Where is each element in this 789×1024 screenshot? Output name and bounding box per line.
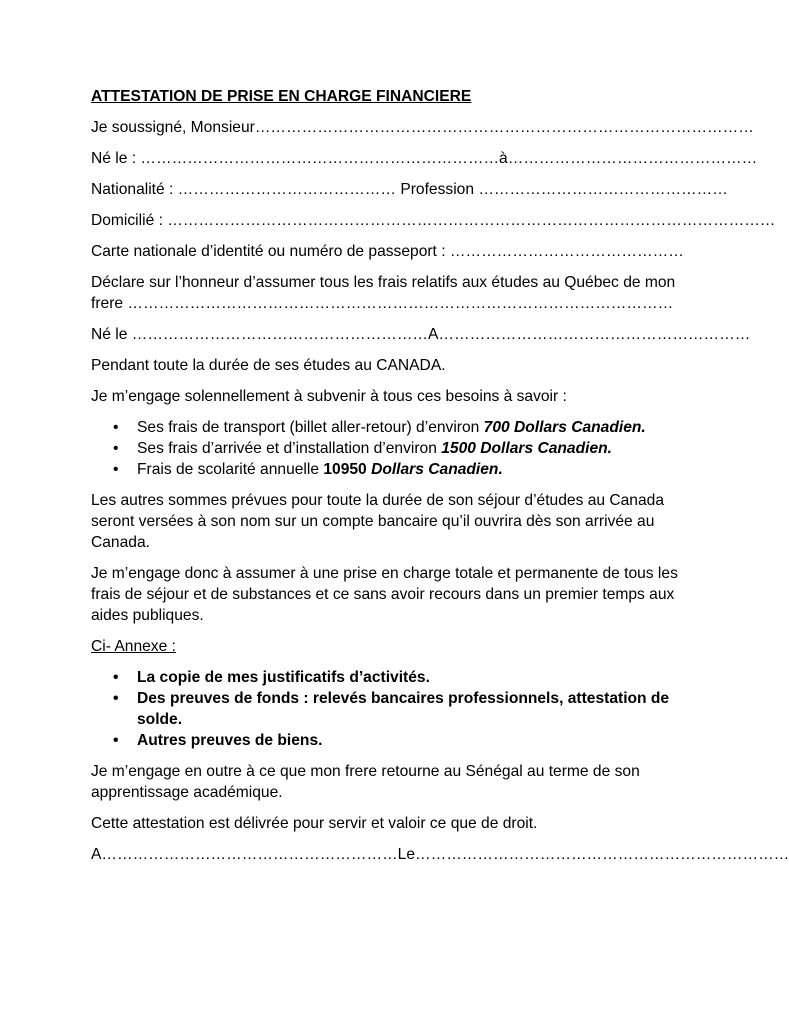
line-ne-le-frere: Né le …………………………………………………A…………………………………………………… (91, 326, 751, 343)
list-item (91, 459, 681, 480)
paragraph-delivree: Cette attestation est délivrée pour servir et valoir ce que de droit. (91, 815, 538, 832)
expense-amount: Dollars Canadien. (371, 461, 503, 478)
annexe-item: Autres preuves de biens. (137, 732, 323, 749)
paragraph-autres-sommes: Les autres sommes prévues pour toute la durée de son séjour d’études au Canada seront versées à son nom sur un compte bancaire qu’il ouvrira dès son arrivée au Canada. (91, 492, 664, 551)
line-nationalite-profession: Nationalité : …………………………………… Profession ………………………………………… (91, 181, 728, 198)
list-item (91, 688, 681, 730)
list-item (91, 667, 681, 688)
list-item (91, 730, 681, 751)
expense-text: Ses frais d’arrivée et d’installation d’environ (137, 440, 442, 457)
annexe-item: Des preuves de fonds : relevés bancaires professionnels, attestation de solde. (137, 690, 670, 728)
annexe-item: La copie de mes justificatifs d’activités. (137, 669, 430, 686)
expense-text: Ses frais de transport (billet aller-retour) d’environ (137, 419, 484, 436)
line-carte-identite: Carte nationale d’identité ou numéro de passeport : ……………………………………… (91, 243, 684, 260)
expense-amount-number: 10950 (323, 461, 372, 478)
bullet-icon: • (113, 419, 119, 436)
line-domicilie: Domicilié : ……………………………………………………………………………………………………… (91, 212, 776, 229)
bullet-icon: • (113, 669, 119, 686)
annexes-list (91, 667, 681, 751)
bullet-icon: • (113, 440, 119, 457)
expenses-list (91, 417, 681, 480)
annexe-label: Ci- Annexe : (91, 638, 176, 655)
bullet-icon: • (113, 732, 119, 749)
expense-amount: 1500 Dollars Canadien. (441, 440, 612, 457)
line-declare-honneur: Déclare sur l’honneur d’assumer tous les frais relatifs aux études au Québec de mon frere …………………………………………………………………………………………… (91, 274, 676, 312)
line-pendant-etudes: Pendant toute la durée de ses études au CANADA. (91, 357, 446, 374)
expense-amount: 700 Dollars Canadien. (483, 419, 646, 436)
line-engage-besoins: Je m’engage solennellement à subvenir à tous ces besoins à savoir : (91, 388, 567, 405)
signature-line: A…………………………………………………Le……………………………………………………………… (91, 846, 789, 863)
paragraph-prise-en-charge: Je m’engage donc à assumer à une prise en charge totale et permanente de tous les frais de séjour et de substances et ce sans avoir recours dans un premier temps aux aides publiques. (91, 565, 678, 624)
list-item (91, 417, 681, 438)
document-body (91, 86, 789, 875)
paragraph-retour: Je m’engage en outre à ce que mon frere retourne au Sénégal au terme de son apprentissage académique. (91, 763, 640, 801)
bullet-icon: • (113, 690, 119, 707)
list-item (91, 438, 681, 459)
expense-text: Frais de scolarité annuelle (137, 461, 324, 478)
line-ne-le: Né le : ……………………………………………………………à………………………………………… (91, 150, 758, 167)
line-soussigne: Je soussigné, Monsieur…………………………………………………………………………………… (91, 119, 754, 136)
bullet-icon: • (113, 461, 119, 478)
document-title: ATTESTATION DE PRISE EN CHARGE FINANCIERE (91, 88, 472, 105)
